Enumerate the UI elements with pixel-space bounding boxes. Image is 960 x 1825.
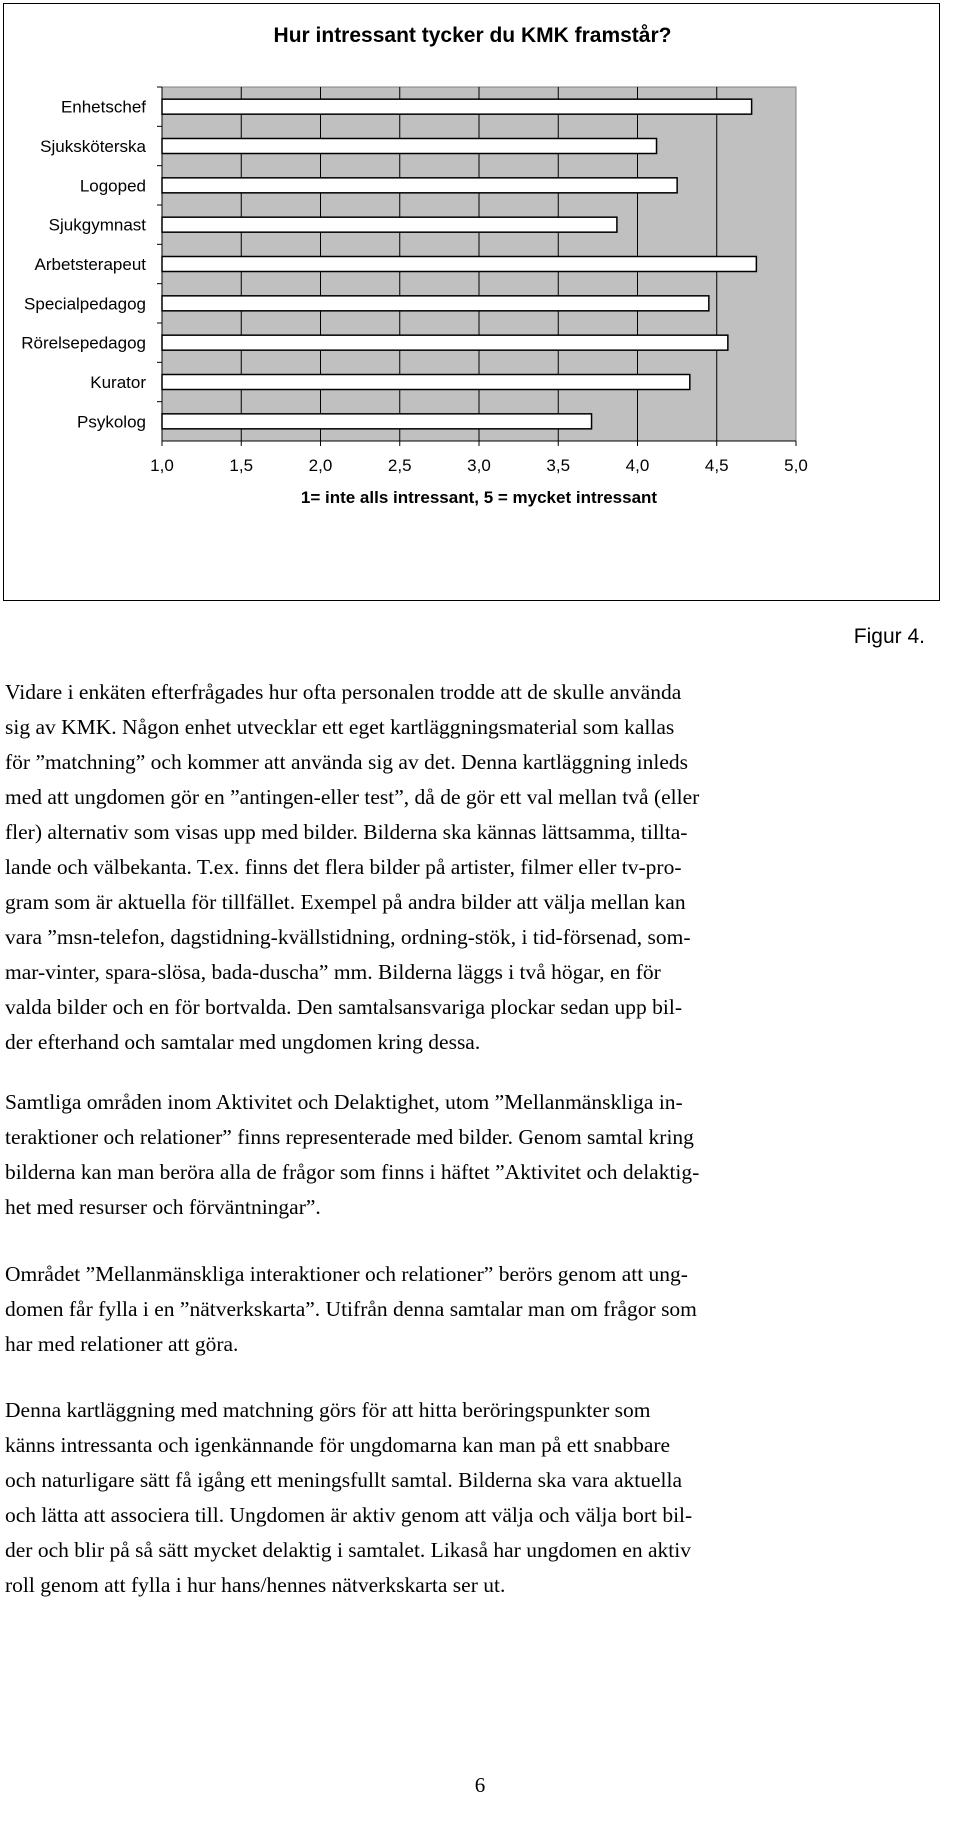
text-line: Området ”Mellanmänskliga interaktioner och relationer” berörs genom att ung- [5,1262,688,1286]
y-category-label: Rörelsepedagog [21,333,146,353]
text-line: bilderna kan man beröra alla de frågor som finns i häftet ”Aktivitet och delaktig- [5,1160,700,1184]
text-line: teraktioner och relationer” finns representerade med bilder. Genom samtal kring [5,1125,694,1149]
text-line: känns intressanta och igenkännande för ungdomarna kan man på ett snabbare [5,1433,671,1457]
y-category-label: Kurator [90,373,146,392]
paragraph-4 [5,1393,940,1603]
bar [162,296,709,311]
text-line: fler) alternativ som visas upp med bilder. Bilderna ska kännas lättsamma, tillta- [5,820,688,844]
y-category-label: Arbetsterapeut [34,255,146,274]
bar [162,217,617,232]
x-tick-label: 3,5 [546,456,571,475]
text-line: Denna kartläggning med matchning görs för att hitta beröringspunkter som [5,1398,651,1422]
text-line: der och blir på så sätt mycket delaktig i samtalet. Likaså har ungdomen en aktiv [5,1538,691,1562]
text-line: gram som är aktuella för tillfället. Exempel på andra bilder att välja mellan kan [5,890,686,914]
text-line: valda bilder och en för bortvalda. Den samtalsansvariga plockar sedan upp bil- [5,995,683,1019]
x-tick-label: 3,0 [467,456,491,475]
text-line: het med resurser och förväntningar”. [5,1195,321,1219]
text-line: vara ”msn-telefon, dagstidning-kvällstidning, ordning-stök, i tid-försenad, som- [5,925,691,949]
paragraph-1 [5,675,940,1060]
x-tick-label: 1,0 [150,456,174,475]
y-category-label: Psykolog [77,412,146,432]
text-line: mar-vinter, spara-slösa, bada-duscha” mm. Bilderna läggs i två högar, en för [5,960,661,984]
text-line: med att ungdomen gör en ”antingen-eller test”, då de gör ett val mellan två (eller [5,785,700,809]
bar [162,375,690,390]
text-line: och naturligare sätt få igång ett meningsfullt samtal. Bilderna ska vara aktuella [5,1468,683,1492]
y-category-label: Enhetschef [60,97,146,117]
text-line: domen får fylla i en ”nätverkskarta”. Utifrån denna samtalar man om frågor som [5,1297,697,1321]
x-tick-label: 1,5 [229,456,254,475]
bar [162,178,677,193]
text-line: och lätta att associera till. Ungdomen är aktiv genom att välja och välja bort bil- [5,1503,693,1527]
y-category-label: Sjukgymnast [48,215,146,235]
text-line: sig av KMK. Någon enhet utvecklar ett eget kartläggningsmaterial som kallas [5,715,675,739]
x-tick-label: 4,0 [625,456,650,475]
y-category-label: Sjuksköterska [40,137,146,156]
text-line: har med relationer att göra. [5,1332,239,1356]
paragraph-3 [5,1257,940,1362]
text-line: lande och välbekanta. T.ex. finns det flera bilder på artister, filmer eller tv-pro- [5,855,682,879]
y-category-label: Logoped [79,176,146,196]
bar [162,335,728,350]
bar [162,139,657,154]
text-line: för ”matchning” och kommer att använda sig av det. Denna kartläggning inleds [5,750,689,774]
chart-title: Hur intressant tycker du KMK framstår? [273,24,672,47]
x-axis-label: 1= inte alls intressant, 5 = mycket intressant [300,488,658,507]
chart-container [3,3,940,601]
text-line: der efterhand och samtalar med ungdomen kring dessa. [5,1030,481,1054]
bar [162,99,752,114]
x-tick-label: 2,5 [387,456,412,475]
text-line: roll genom att fylla i hur hans/hennes nätverkskarta ser ut. [5,1573,506,1597]
bar-chart [4,4,941,602]
page-number: 6 [474,1773,486,1797]
figure-caption: Figur 4. [853,625,925,648]
paragraph-2 [5,1085,940,1225]
text-line: Vidare i enkäten efterfrågades hur ofta personalen trodde att de skulle använda [5,680,682,704]
y-category-label: Specialpedagog [24,294,146,314]
bar [162,257,756,272]
text-line: Samtliga områden inom Aktivitet och Delaktighet, utom ”Mellanmänskliga in- [5,1090,683,1114]
bar [162,414,592,429]
x-tick-label: 2,0 [308,456,333,475]
x-tick-label: 4,5 [704,456,729,475]
x-tick-label: 5,0 [784,456,808,475]
